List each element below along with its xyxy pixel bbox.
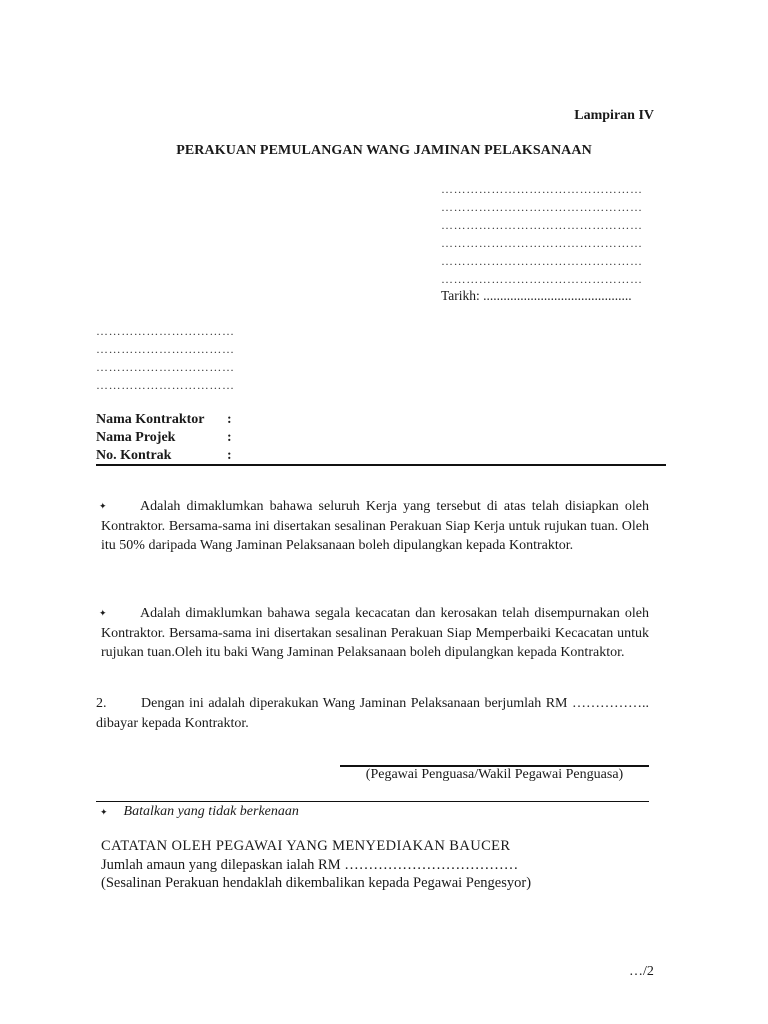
address-line: …………………………… <box>96 360 235 374</box>
address-line: …………………………… <box>96 342 235 356</box>
recipient-line: ………………………………………… <box>441 272 643 286</box>
bullet-icon: ✦ <box>99 608 107 619</box>
address-line: …………………………… <box>96 378 235 392</box>
paragraph-text: Adalah dimaklumkan bahawa segala kecacatan dan kerosakan telah disempurnakan oleh Kontraktor. Bersama-sama ini disertakan sesalinan Perakuan Siap Memperbaiki Kecacatan untuk rujukan tuan.Oleh itu baki Wang Jaminan Pelaksanaan boleh dipulangkan kepada Kontraktor. <box>101 606 649 661</box>
field-label: Nama Projek <box>96 430 176 445</box>
catatan-heading: CATATAN OLEH PEGAWAI YANG MENYEDIAKAN BAUCER <box>101 838 511 854</box>
paragraph-siap-kerja <box>101 497 649 556</box>
catatan-note-line: (Sesalinan Perakuan hendaklah dikembalikan kepada Pegawai Pengesyor) <box>101 875 532 891</box>
paragraph-text: Adalah dimaklumkan bahawa seluruh Kerja yang tersebut di atas telah disiapkan oleh Kontraktor. Bersama-sama ini disertakan sesalinan Perakuan Siap Kerja untuk rujukan tuan. Oleh itu 50% daripada Wang Jaminan Pelaksanaan boleh dipulangkan kepada Kontraktor. <box>101 499 649 554</box>
footnote <box>100 804 299 820</box>
page-indicator: …/2 <box>629 964 654 979</box>
field-nama-projek <box>96 430 232 446</box>
field-no-kontrak <box>96 448 232 464</box>
signature-label: (Pegawai Penguasa/Wakil Pegawai Penguasa) <box>365 767 624 782</box>
tarikh-field: Tarikh: ............................................ <box>441 288 632 303</box>
field-colon: : <box>227 412 232 427</box>
recipient-line: ………………………………………… <box>441 236 643 250</box>
recipient-line: ………………………………………… <box>441 254 643 268</box>
field-nama-kontraktor <box>96 412 232 428</box>
paragraph-text: Dengan ini adalah diperakukan Wang Jaminan Pelaksanaan berjumlah RM …………….. dibayar kepada Kontraktor. <box>96 696 649 731</box>
catatan-amount-line: Jumlah amaun yang dilepaskan ialah RM ……………………………… <box>101 857 519 873</box>
footnote-text: Batalkan yang tidak berkenaan <box>123 804 299 819</box>
recipient-line: ………………………………………… <box>441 182 643 196</box>
field-label: Nama Kontraktor <box>96 412 205 427</box>
field-colon: : <box>227 448 232 463</box>
field-colon: : <box>227 430 232 445</box>
lampiran-label: Lampiran IV <box>574 108 654 123</box>
bullet-icon: ✦ <box>99 501 107 512</box>
star-icon: ✦ <box>100 807 108 817</box>
paragraph-item-2 <box>96 694 649 733</box>
item-number: 2. <box>96 696 107 711</box>
recipient-line: ………………………………………… <box>441 218 643 232</box>
recipient-line: ………………………………………… <box>441 200 643 214</box>
address-line: …………………………… <box>96 324 235 338</box>
document-title: PERAKUAN PEMULANGAN WANG JAMINAN PELAKSANAAN <box>176 143 592 158</box>
paragraph-kecacatan <box>101 604 649 663</box>
field-label: No. Kontrak <box>96 448 172 463</box>
header-divider <box>96 464 666 466</box>
footnote-divider <box>96 801 649 802</box>
